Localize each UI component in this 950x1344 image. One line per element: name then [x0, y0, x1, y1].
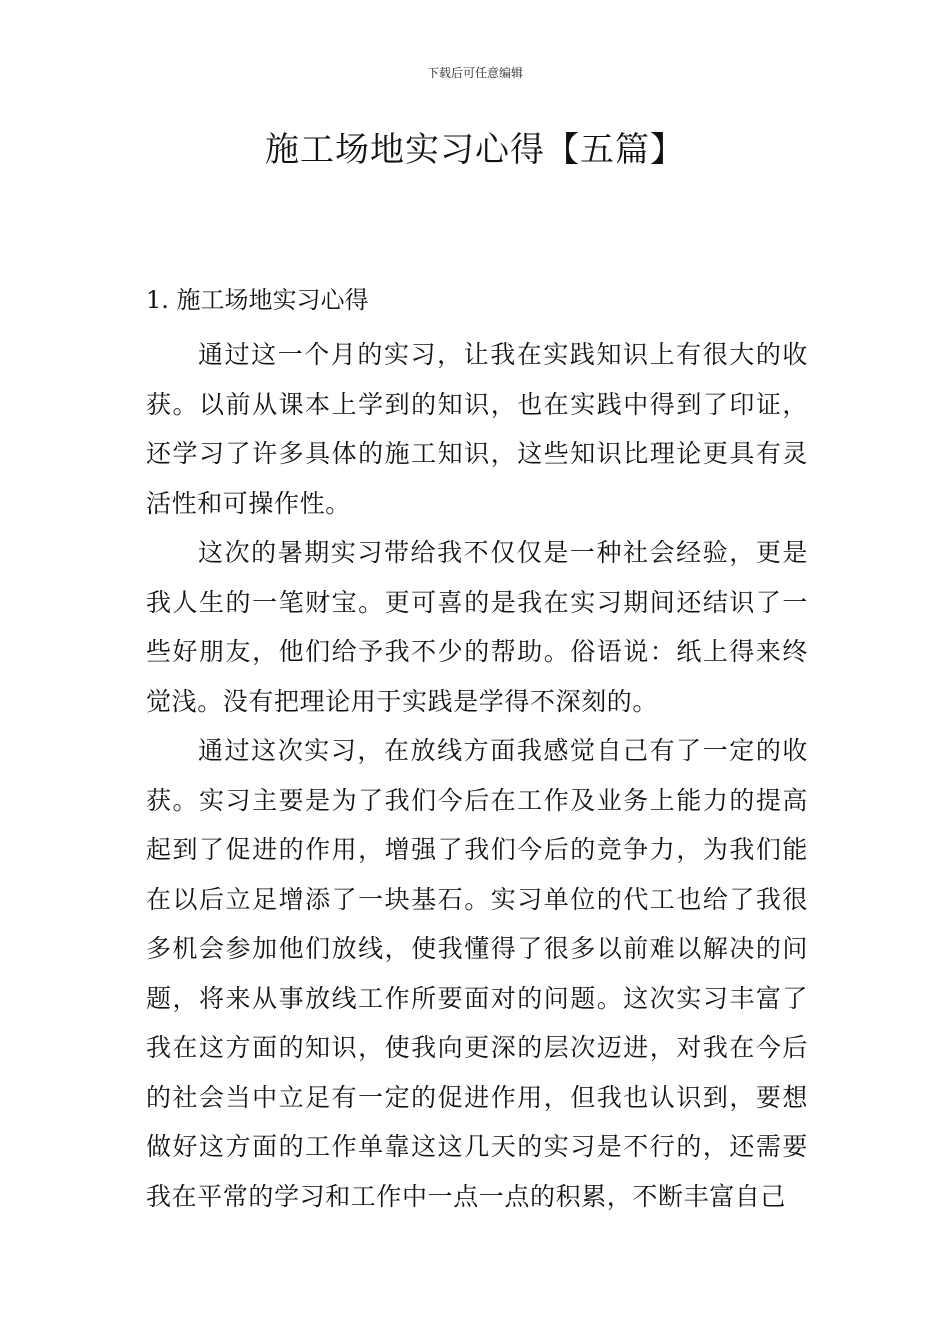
paragraph-2: 这次的暑期实习带给我不仅仅是一种社会经验，更是我人生的一笔财宝。更可喜的是我在实习期间还结识了一些好朋友，他们给予我不少的帮助。俗语说：纸上得来终觉浅。没有把理论用于实践是学得不深刻的。: [146, 538, 808, 716]
document-body: [146, 280, 808, 1221]
document-title: 施工场地实习心得【五篇】: [265, 130, 685, 170]
section-heading: 1. 施工场地实习心得: [146, 286, 369, 314]
header-note: 下载后可任意编辑: [426, 66, 523, 80]
paragraph-3: 通过这次实习，在放线方面我感觉自己有了一定的收获。实习主要是为了我们今后在工作及业务上能力的提高起到了促进的作用，增强了我们今后的竞争力，为我们能在以后立足增添了一块基石。实习单位的代工也给了我很多机会参加他们放线，使我懂得了很多以前难以解决的问题，将来从事放线工作所要面对的问题。这次实习丰富了我在这方面的知识，使我向更深的层次迈进，对我在今后的社会当中立足有一定的促进作用，但我也认识到，要想做好这方面的工作单靠这这几天的实习是不行的，还需要我在平常的学习和工作中一点一点的积累，不断丰富自己: [146, 736, 808, 1211]
paragraph-1: 通过这一个月的实习，让我在实践知识上有很大的收获。以前从课本上学到的知识，也在实践中得到了印证，还学习了许多具体的施工知识，这些知识比理论更具有灵活性和可操作性。: [146, 340, 808, 518]
